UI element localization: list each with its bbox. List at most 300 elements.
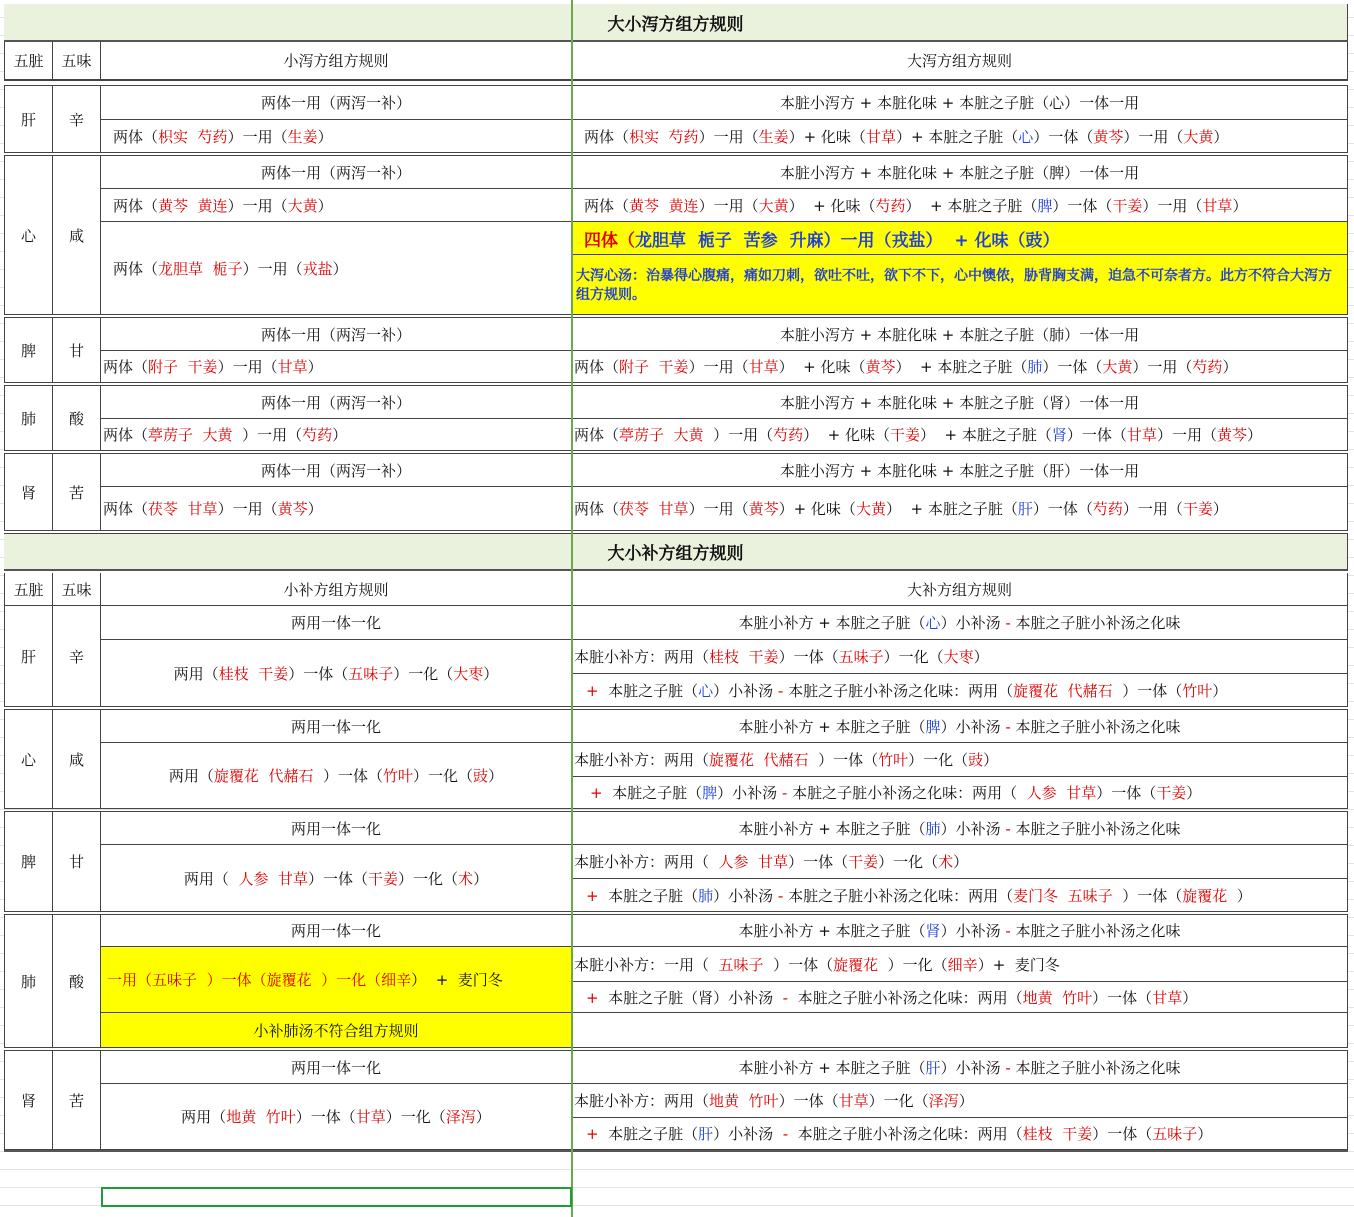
formula-segment: 泽泻	[928, 1092, 959, 1110]
formula-segment: ）一用（	[688, 358, 749, 376]
formula-segment: ）一化（	[311, 971, 382, 989]
formula-segment: ）小补汤	[713, 681, 778, 700]
formula-segment: 竹叶	[878, 751, 909, 769]
formula-text	[174, 663, 499, 684]
formula-segment: 生姜	[287, 127, 318, 146]
formula-segment: ）一用（	[217, 358, 278, 376]
formula-segment: 黄芩	[1216, 426, 1247, 444]
big-xie-xin-formula	[572, 222, 1348, 255]
formula-segment: 本脏之子脏（	[598, 681, 699, 700]
formula-segment: 肝	[925, 1058, 941, 1077]
small-bu-rule: 两用一体一化	[101, 1050, 572, 1084]
small-bu-fei-formula	[101, 947, 572, 1013]
formula-text	[574, 749, 998, 770]
formula-segment: 五味子	[1152, 1125, 1198, 1143]
formula-text	[103, 424, 347, 445]
zang-cell: 肾	[4, 453, 53, 531]
formula-segment: ）一化（	[393, 664, 454, 683]
formula-segment: 本脏小补方 + 本脏之子脏（	[738, 1058, 926, 1077]
formula-segment: 本脏之子脏（肾）小补汤	[598, 988, 783, 1007]
formula-segment: ）一化（	[398, 869, 459, 888]
formula-segment: 芍药	[302, 426, 333, 444]
formula-segment: 大枣	[453, 664, 484, 683]
formula-text	[103, 498, 323, 519]
big-bu-formula-main	[572, 845, 1348, 879]
formula-segment: 附子 干姜	[148, 358, 218, 376]
formula-segment: 附子 干姜	[619, 358, 689, 376]
formula-segment: ）一用（	[227, 127, 288, 146]
formula-text	[574, 498, 1228, 519]
formula-segment: 桂枝 干姜	[709, 648, 779, 666]
formula-segment: ） + 本脏之子脏（	[920, 426, 1052, 444]
formula-segment: -	[782, 988, 789, 1007]
formula-segment: ）	[1186, 784, 1202, 802]
formula-segment: ）一体（	[1032, 500, 1093, 518]
formula-segment: ）	[475, 1108, 491, 1126]
formula-segment: ）小补汤	[713, 1125, 783, 1143]
formula-segment: 本脏之子脏（	[598, 1125, 699, 1143]
formula-segment: 干姜	[848, 853, 879, 871]
formula-segment: 芍药	[773, 426, 804, 444]
formula-segment: 肝	[1017, 500, 1033, 518]
formula-text	[184, 868, 488, 889]
formula-segment: ）	[488, 767, 504, 785]
formula-segment: 地黄 竹叶	[1022, 988, 1093, 1007]
formula-segment: 本脏之子脏小补汤之化味	[1010, 922, 1181, 940]
col-header-wei: 五味	[53, 573, 101, 606]
small-xie-formula	[101, 351, 572, 383]
formula-segment: 芍药	[875, 196, 906, 215]
formula-segment: 两体（	[574, 358, 620, 376]
formula-segment: ）	[983, 751, 999, 769]
col-header-big-xie: 大泻方组方规则	[572, 42, 1348, 80]
wei-cell: 辛	[53, 86, 101, 153]
wei-cell: 咸	[53, 155, 101, 315]
small-xie-rule: 两体一用（两泻一补）	[101, 453, 572, 487]
col-header-wei: 五味	[53, 42, 101, 80]
formula-segment: 两用（	[173, 664, 219, 683]
big-bu-rule	[572, 914, 1348, 947]
formula-segment: 本脏小补方 + 本脏之子脏（	[738, 717, 926, 736]
formula-segment: ）+ 本脏之子脏（	[895, 127, 1019, 146]
formula-segment: 肝	[698, 1125, 714, 1143]
formula-segment: -	[777, 681, 784, 700]
big-xie-formula	[572, 351, 1348, 383]
formula-text	[113, 126, 333, 147]
formula-segment: 甘草	[277, 358, 308, 376]
big-xie-rule: 本脏小泻方 + 本脏化味 + 本脏之子脏（脾）一体一用	[572, 155, 1348, 189]
formula-segment: 两体（	[584, 196, 630, 215]
formula-segment: 本脏之子脏小补汤之化味	[1010, 717, 1181, 736]
big-xie-formula	[572, 120, 1348, 153]
formula-segment: 竹叶	[1182, 681, 1213, 700]
formula-text	[738, 920, 1180, 941]
formula-segment: 枳实 芍药	[158, 127, 228, 146]
small-bu-formula	[101, 1084, 572, 1150]
formula-text	[586, 885, 1252, 906]
formula-segment: 大黄	[1183, 127, 1214, 146]
big-xie-formula	[572, 419, 1348, 451]
formula-segment: 黄芩 黄连	[629, 196, 699, 215]
formula-segment: 肺	[1027, 358, 1043, 376]
formula-segment: 两用（	[181, 1108, 227, 1126]
zang-cell: 肺	[4, 914, 53, 1048]
formula-segment: ）一用（	[1123, 127, 1184, 146]
formula-segment: 人参 甘草	[718, 853, 789, 871]
zang-cell: 脾	[4, 811, 53, 912]
formula-segment: ）+ 化味（	[778, 500, 856, 518]
formula-text	[574, 646, 989, 667]
small-xie-rule: 两体一用（两泻一补）	[101, 86, 572, 120]
formula-segment: ）一体（	[1092, 1125, 1153, 1143]
big-bu-formula-child	[572, 879, 1348, 912]
formula-segment: 甘草	[838, 1092, 869, 1110]
big-bu-rule	[572, 709, 1348, 743]
formula-segment: ）一用（	[242, 259, 303, 278]
formula-segment: 本脏之子脏小补汤之化味	[1010, 819, 1181, 838]
formula-segment: 本脏之子脏小补汤之化味	[1010, 614, 1181, 632]
formula-segment: ）小补汤	[940, 614, 1006, 632]
formula-segment: 一用（	[107, 971, 153, 989]
formula-segment: 黄芩	[1093, 127, 1124, 146]
formula-segment: 戎盐	[891, 230, 926, 251]
formula-segment: ）	[317, 196, 333, 215]
big-bu-rule	[572, 811, 1348, 845]
formula-segment: 大黄	[758, 196, 789, 215]
formula-segment: 两体（	[113, 196, 159, 215]
formula-segment: 肾	[1051, 426, 1067, 444]
formula-segment: ）一体（	[313, 767, 384, 785]
formula-segment: ）一体（	[1033, 127, 1094, 146]
formula-segment: ） + 化味（	[778, 358, 866, 376]
zang-cell: 肾	[4, 1050, 53, 1150]
formula-segment: 甘草	[355, 1108, 386, 1126]
wei-cell: 辛	[53, 606, 101, 707]
formula-segment: 黄芩	[277, 500, 308, 518]
col-header-zang: 五脏	[4, 573, 53, 606]
formula-text	[103, 356, 323, 377]
formula-segment: 两用（	[168, 767, 214, 785]
formula-segment: ）一体（	[288, 664, 349, 683]
big-xie-formula	[572, 189, 1348, 222]
formula-segment: ）一化（	[883, 648, 944, 666]
formula-segment: ）	[307, 358, 323, 376]
formula-segment: 本脏小补方：两用（	[574, 853, 719, 871]
formula-segment: 茯苓 甘草	[148, 500, 218, 518]
big-xie-rule: 本脏小泻方 + 本脏化味 + 本脏之子脏（肺）一体一用	[572, 317, 1348, 351]
formula-segment: 肺	[698, 886, 714, 905]
formula-text	[738, 818, 1180, 839]
formula-text	[586, 1123, 1212, 1144]
zang-cell: 肝	[4, 86, 53, 153]
formula-segment: -	[1005, 819, 1011, 838]
column-divider	[571, 0, 573, 1217]
col-header-zang: 五脏	[4, 42, 53, 80]
formula-segment: 旋覆花	[266, 971, 312, 989]
formula-text	[574, 1090, 974, 1111]
formula-segment: ）	[1212, 681, 1228, 700]
formula-segment: 四体（	[584, 230, 635, 251]
formula-segment: ）	[1197, 1125, 1213, 1143]
formula-segment: 龙胆草 栀子 苦参 升麻	[635, 230, 824, 251]
small-bu-rule: 两用一体一化	[101, 811, 572, 845]
formula-text	[590, 782, 1201, 803]
formula-segment: ）小补汤	[940, 1058, 1006, 1077]
formula-segment: 芍药	[1192, 358, 1223, 376]
formula-segment: 本脏之子脏小补汤之化味	[1010, 1058, 1181, 1077]
small-bu-fei-note: 小补肺汤不符合组方规则	[101, 1013, 572, 1048]
big-xie-rule: 本脏小泻方 + 本脏化味 + 本脏之子脏（心）一体一用	[572, 86, 1348, 120]
formula-segment: 细辛	[381, 971, 412, 989]
small-xie-formula	[101, 419, 572, 451]
formula-segment: 本脏小补方：两用（	[574, 751, 710, 769]
formula-segment: ） + 化味（	[788, 196, 876, 215]
wei-cell: 苦	[53, 453, 101, 531]
big-xie-rule: 本脏小泻方 + 本脏化味 + 本脏之子脏（肾）一体一用	[572, 385, 1348, 419]
formula-segment: ）一体（	[308, 869, 369, 888]
formula-segment: ）一用（	[1142, 196, 1203, 215]
formula-segment: ）一用（	[227, 196, 288, 215]
formula-segment: 心	[698, 681, 714, 700]
formula-segment: ） + 本脏之子脏（	[905, 196, 1038, 215]
formula-segment: ）一用（	[1122, 500, 1183, 518]
formula-segment: 五味子	[348, 664, 394, 683]
formula-segment: ）一化（	[878, 853, 939, 871]
formula-text	[586, 680, 1227, 701]
formula-segment: 两体（	[113, 127, 159, 146]
table-bottom-border	[4, 1150, 1348, 1152]
formula-segment: ）	[1182, 988, 1198, 1007]
formula-segment: 茯苓 甘草	[619, 500, 689, 518]
formula-segment: 大黄	[855, 500, 886, 518]
big-bu-formula-child	[572, 777, 1348, 809]
formula-segment: 本脏之子脏小补汤之化味：两用（	[783, 681, 1014, 700]
formula-segment: ）	[1232, 196, 1248, 215]
small-xie-rule: 两体一用（两泻一补）	[101, 385, 572, 419]
formula-segment: 甘草	[1126, 426, 1157, 444]
formula-segment: 术	[458, 869, 474, 888]
da-xie-xin-tang-note: 大泻心汤：治暴得心腹痛，痛如刀刺，欲吐不吐，欲下不下，心中懊侬，胁背胸支满，迫急不可奈者方。此方不符合大泻方组方规则。	[572, 255, 1348, 315]
formula-segment: 干姜	[1182, 500, 1213, 518]
section-title-xie: 大小泻方组方规则	[4, 4, 1348, 42]
wei-cell: 甘	[53, 811, 101, 912]
formula-segment: 本脏小补方：两用（	[574, 1092, 710, 1110]
formula-segment: ）一用（	[688, 500, 749, 518]
formula-text	[738, 716, 1180, 737]
formula-segment: 本脏小补方 + 本脏之子脏（	[738, 614, 926, 632]
formula-text	[584, 126, 1228, 147]
small-xie-formula-alt	[101, 222, 572, 315]
formula-segment: 心	[1018, 127, 1034, 146]
formula-segment: 两体（	[113, 259, 159, 278]
formula-segment: 肾	[925, 922, 941, 940]
formula-segment: ）	[1042, 230, 1060, 251]
formula-segment: 枳实 芍药	[629, 127, 699, 146]
formula-segment: ）	[1212, 500, 1228, 518]
section-title-bu: 大小补方组方规则	[4, 533, 1348, 571]
formula-segment: 脾	[1037, 196, 1053, 215]
formula-segment: ） + 化味（	[803, 426, 890, 444]
formula-segment: ）	[1222, 358, 1238, 376]
formula-text	[738, 1057, 1180, 1078]
formula-segment: ）一体（	[295, 1108, 356, 1126]
formula-segment: ）一体（	[1052, 196, 1113, 215]
formula-segment: 葶苈子 大黄	[148, 426, 233, 444]
formula-segment: ）一用（	[703, 426, 774, 444]
formula-segment: -	[782, 1125, 789, 1143]
small-bu-rule: 两用一体一化	[101, 914, 572, 947]
formula-segment: ） + 本脏之子脏（	[895, 358, 1028, 376]
formula-segment: 黄芩	[865, 358, 896, 376]
formula-segment: 甘草	[1152, 988, 1183, 1007]
formula-segment: 两体（	[103, 358, 149, 376]
formula-segment: ）小补汤	[713, 886, 778, 905]
small-xie-formula	[101, 189, 572, 222]
formula-segment: 两体（	[103, 500, 149, 518]
formula-segment: ）一用（	[698, 127, 759, 146]
formula-segment: 人参 甘草	[238, 869, 308, 888]
formula-segment: +	[586, 681, 599, 700]
formula-segment: 人参 甘草	[1026, 784, 1097, 802]
formula-segment: -	[1005, 614, 1011, 632]
big-bu-formula-main	[572, 743, 1348, 777]
formula-segment: -	[1005, 717, 1011, 736]
formula-segment: 黄芩	[748, 500, 779, 518]
formula-segment: ）	[483, 664, 499, 683]
formula-segment: 术	[938, 853, 954, 871]
formula-segment: ）一用（	[698, 196, 759, 215]
formula-segment: 心	[925, 614, 941, 632]
formula-text	[574, 851, 968, 872]
formula-segment: 本脏之子脏小补汤之化味：两用（	[783, 886, 1014, 905]
formula-segment: 豉	[473, 767, 489, 785]
small-bu-formula	[101, 640, 572, 707]
formula-segment: ）	[1213, 127, 1229, 146]
selected-cell[interactable]	[101, 1187, 572, 1207]
formula-segment: ）一体（	[778, 1092, 839, 1110]
formula-segment: ）一化（	[868, 1092, 929, 1110]
formula-segment: 本脏之子脏小补汤之化味：两用（	[788, 988, 1023, 1007]
formula-segment: 旋覆花	[833, 955, 879, 974]
formula-segment: ）一体（	[1096, 784, 1157, 802]
small-xie-rule: 两体一用（两泻一补）	[101, 317, 572, 351]
formula-segment: ）一体（	[1042, 358, 1103, 376]
formula-segment: ）	[307, 500, 323, 518]
formula-segment: 旋覆花 代赭石	[709, 751, 809, 769]
formula-segment: 戎盐	[302, 259, 333, 278]
formula-text	[586, 987, 1197, 1008]
formula-segment: -	[1005, 922, 1011, 940]
formula-segment: +	[586, 1125, 599, 1143]
formula-segment: ）一体（	[1112, 886, 1183, 905]
formula-segment: ）一化（	[385, 1108, 446, 1126]
big-bu-formula-main	[572, 1084, 1348, 1118]
formula-segment: ）	[332, 259, 348, 278]
formula-segment: ）小补汤	[717, 784, 782, 802]
formula-segment: ）一用（	[217, 500, 278, 518]
formula-segment: 两体（	[574, 426, 620, 444]
formula-segment: 泽泻	[445, 1108, 476, 1126]
big-bu-formula-child	[572, 1118, 1348, 1150]
formula-segment: 细辛	[947, 955, 978, 974]
small-xie-rule: 两体一用（两泻一补）	[101, 155, 572, 189]
formula-segment: ）一用（	[232, 426, 303, 444]
formula-segment: ）一体（	[1066, 426, 1127, 444]
big-bu-formula-child	[572, 982, 1348, 1013]
formula-segment: 五味子	[838, 648, 884, 666]
zang-cell: 脾	[4, 317, 53, 383]
formula-segment: 大黄	[287, 196, 318, 215]
formula-segment: 葶苈子 大黄	[619, 426, 704, 444]
small-bu-formula	[101, 845, 572, 912]
formula-text	[574, 356, 1237, 377]
formula-segment: 龙胆草 栀子	[158, 259, 243, 278]
formula-segment: 五味子	[718, 955, 764, 974]
formula-segment: ） + 本脏之子脏（	[885, 500, 1018, 518]
formula-segment: -	[781, 784, 788, 802]
formula-segment: 桂枝 干姜	[1022, 1125, 1093, 1143]
formula-segment: -	[1005, 1058, 1011, 1077]
formula-segment: ）一化（	[878, 955, 948, 974]
formula-segment: ）一用（	[823, 230, 892, 251]
zang-cell: 肺	[4, 385, 53, 451]
formula-segment: 芍药	[1092, 500, 1123, 518]
small-bu-rule: 两用一体一化	[101, 606, 572, 640]
small-bu-formula	[101, 743, 572, 809]
formula-segment: 两用（	[183, 869, 239, 888]
wei-cell: 咸	[53, 709, 101, 809]
formula-segment: 脾	[925, 717, 941, 736]
formula-segment: +	[590, 784, 603, 802]
formula-segment: ） + 化味（	[925, 230, 1026, 251]
formula-segment: 本脏小补方 + 本脏之子脏（	[738, 819, 926, 838]
formula-segment: 干姜	[1112, 196, 1143, 215]
formula-segment: 旋覆花 代赭石	[213, 767, 314, 785]
wei-cell: 酸	[53, 385, 101, 451]
empty-cell	[572, 1013, 1348, 1048]
formula-segment: ）一体（	[197, 971, 267, 989]
formula-segment: 干姜	[890, 426, 921, 444]
formula-segment: 地黄 竹叶	[226, 1108, 296, 1126]
formula-segment: 本脏之子脏（	[602, 784, 703, 802]
formula-text	[169, 765, 503, 786]
small-bu-rule: 两用一体一化	[101, 709, 572, 743]
formula-segment: ）	[317, 127, 333, 146]
big-xie-formula	[572, 487, 1348, 531]
formula-segment: 地黄 竹叶	[709, 1092, 779, 1110]
formula-segment: 两体（	[584, 127, 630, 146]
zang-cell: 肝	[4, 606, 53, 707]
wei-cell: 甘	[53, 317, 101, 383]
formula-segment: 甘草	[748, 358, 779, 376]
col-header-small-bu: 小补方组方规则	[101, 573, 572, 606]
col-header-small-xie: 小泻方组方规则	[101, 42, 572, 80]
formula-segment: ）一化（	[908, 751, 969, 769]
formula-segment: ）	[973, 648, 989, 666]
zang-cell: 心	[4, 709, 53, 809]
big-bu-formula-child	[572, 674, 1348, 707]
formula-segment: 本脏之子脏小补汤之化味：两用（	[787, 784, 1027, 802]
formula-segment: ）	[332, 426, 348, 444]
formula-segment: 桂枝 干姜	[218, 664, 289, 683]
formula-segment: 干姜	[1156, 784, 1187, 802]
formula-segment: ）	[953, 853, 969, 871]
small-xie-formula	[101, 487, 572, 531]
formula-text	[113, 195, 333, 216]
formula-segment: ）一体（	[1092, 988, 1153, 1007]
formula-segment: 生姜	[758, 127, 789, 146]
formula-segment: 本脏小补方 + 本脏之子脏（	[738, 922, 926, 940]
